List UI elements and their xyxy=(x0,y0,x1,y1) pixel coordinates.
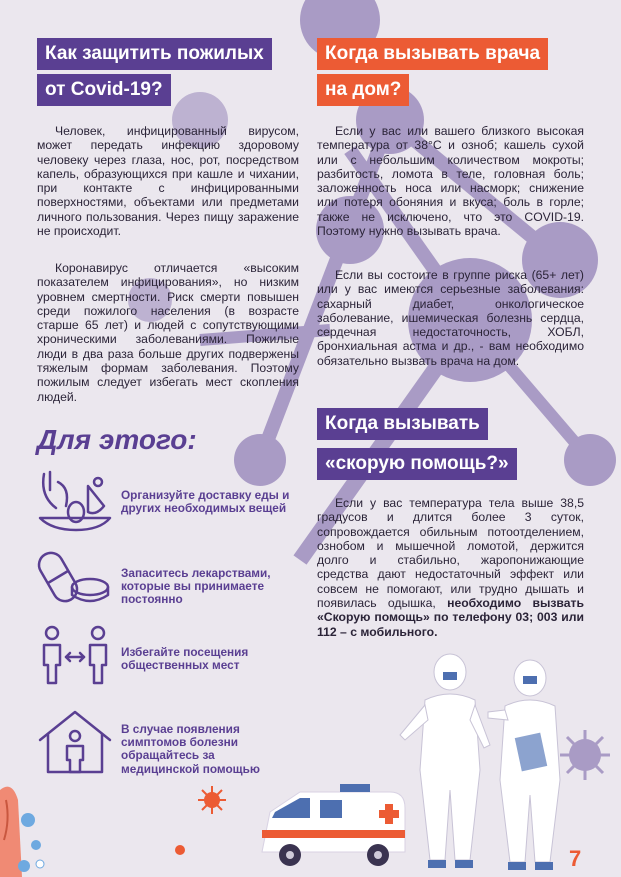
right-heading2-line1: Когда вызывать xyxy=(317,408,488,440)
left-heading-line1: Как защитить пожилых xyxy=(37,38,272,70)
subheading-for-this: Для этого: xyxy=(37,424,197,455)
groceries-icon xyxy=(36,468,114,532)
right-heading2-line2: «скорую помощь?» xyxy=(317,448,517,480)
right-heading1-line2: на дом? xyxy=(317,74,409,106)
tip-text-medicines: Запаситесь лекарствами, которые вы принимаете постоянно xyxy=(121,566,271,607)
pills-icon xyxy=(36,545,114,609)
right-paragraph-symptoms: Если у вас или вашего близкого высокая температура от 38°С и озноб; кашель сухой или с небольшим количеством мокроты; разбитость, ломота в теле, головная боль; заложенность носа или насморк; снижение или потеря обоняния и вкуса; боль в горле; также не исключено, что это COVID-19. Поэтому нужно вызывать врача. xyxy=(317,124,584,239)
right-heading1-line1: Когда вызывать врача xyxy=(317,38,548,70)
left-heading-line2: от Covid-19? xyxy=(37,74,171,106)
page-number: 7 xyxy=(569,846,582,871)
left-paragraph-transmission: Человек, инфицированный вирусом, может передать инфекцию здоровому человеку через глаза, нос, рот, посредством капель, образующихся при кашле и чихании, при контакте с инфицированными поверхностями, объектами или предметами личного пользования. Через пищу заражение не происходит. xyxy=(37,124,299,239)
left-paragraph-risk: Коронавирус отличается «высоким показателем инфицирования», но низким уровнем смертности. Риск смерти повышен среди пожилого населения (в возрасте старше 65 лет) и людей с сопутствующими хроническими заболеваниями. Пожилые люди в два раза больше других подвержены тяжелым формам заболевания. Поэтому пожилым следует избегать мест скопления людей. xyxy=(37,261,299,404)
tip-text-seek-help: В случае появления симптомов болезни обращайтесь за медицинской помощью xyxy=(121,722,260,776)
right-paragraph-ambulance xyxy=(317,496,584,639)
ambulance-text-regular: Если у вас температура тела выше 38,5 градусов и длится более 3 суток, сопровождается обильным потоотделением, ознобом и мышечной ломотой, держится долго и стабильно, жаропонижающие средства дают недостаточный эффект или совсем не помогают, или трудно дышать и появилась одышка, xyxy=(317,496,584,611)
distancing-icon xyxy=(36,623,114,687)
stay-home-icon xyxy=(36,708,114,776)
tip-text-avoid-public: Избегайте посещения общественных мест xyxy=(121,645,249,673)
tip-text-delivery: Организуйте доставку еды и других необходимых вещей xyxy=(121,488,290,516)
right-paragraph-risk-group: Если вы состоите в группе риска (65+ лет) или у вас имеются серьезные заболевания: сахарный диабет, онкологическое заболевание, ишемическая болезнь сердца, сердечная недостаточность, ХОБЛ, бронхиальная астма и др., - вам необходимо обязательно вызвать врача на дом. xyxy=(317,268,584,368)
ambulance-text-bold: необходимо вызвать «Скорую помощь» по телефону 03; 003 или 112 – с мобильного. xyxy=(317,596,584,639)
